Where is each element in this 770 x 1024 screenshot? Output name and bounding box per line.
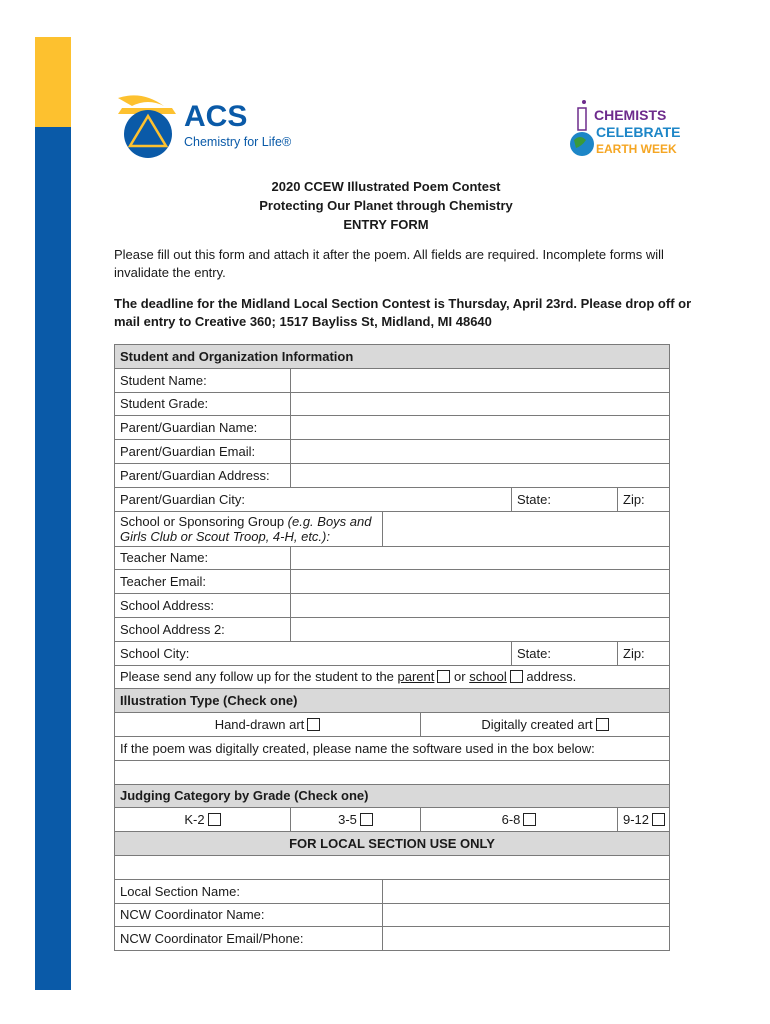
followup-or: or bbox=[450, 669, 470, 685]
school-address-field[interactable] bbox=[291, 594, 670, 618]
teacher-email-label: Teacher Email: bbox=[115, 570, 291, 594]
grade-9-12-label: 9-12 bbox=[623, 812, 650, 828]
parent-state-label: State: bbox=[517, 491, 551, 507]
local-name-field[interactable] bbox=[383, 879, 670, 903]
grade-k2-checkbox[interactable] bbox=[208, 813, 221, 826]
parent-name-field[interactable] bbox=[291, 416, 670, 440]
teacher-name-label: Teacher Name: bbox=[115, 546, 291, 570]
parent-zip-label: Zip: bbox=[623, 491, 645, 507]
student-name-label: Student Name: bbox=[115, 368, 291, 392]
followup-prefix: Please send any follow up for the student to the bbox=[120, 669, 398, 685]
teacher-email-field[interactable] bbox=[291, 570, 670, 594]
parent-address-field[interactable] bbox=[291, 463, 670, 487]
digital-checkbox[interactable] bbox=[596, 718, 609, 731]
title-line-1: 2020 CCEW Illustrated Poem Contest bbox=[271, 179, 501, 194]
hand-drawn-label: Hand-drawn art bbox=[214, 717, 305, 733]
parent-zip-field[interactable] bbox=[618, 487, 670, 511]
accent-bar-blue bbox=[35, 127, 71, 990]
school-state-label: State: bbox=[517, 645, 551, 661]
judging-section-header: Judging Category by Grade (Check one) bbox=[115, 784, 670, 808]
school-city-field[interactable] bbox=[115, 641, 512, 665]
coord-contact-field[interactable] bbox=[383, 927, 670, 951]
parent-city-field[interactable] bbox=[115, 487, 512, 511]
grade-9-12-checkbox[interactable] bbox=[652, 813, 665, 826]
illustration-section-header: Illustration Type (Check one) bbox=[115, 689, 670, 713]
grade-k2-label: K-2 bbox=[184, 812, 205, 828]
local-section-header: FOR LOCAL SECTION USE ONLY bbox=[115, 832, 670, 856]
grade-3-5-label: 3-5 bbox=[338, 812, 357, 828]
grade-k2-option[interactable] bbox=[115, 808, 291, 832]
ccew-logo bbox=[562, 96, 682, 162]
local-blank-row bbox=[115, 855, 670, 879]
hand-drawn-option[interactable] bbox=[115, 713, 421, 737]
ccew-flask-icon bbox=[578, 108, 586, 130]
school-address-label: School Address: bbox=[115, 594, 291, 618]
software-prompt: If the poem was digitally created, please name the software used in the box below: bbox=[115, 736, 670, 760]
student-grade-label: Student Grade: bbox=[115, 392, 291, 416]
followup-row bbox=[115, 665, 670, 689]
school-checkbox[interactable] bbox=[510, 670, 523, 683]
acs-logo-tagline: Chemistry for Life® bbox=[184, 135, 292, 149]
local-name-label: Local Section Name: bbox=[115, 879, 383, 903]
student-grade-field[interactable] bbox=[291, 392, 670, 416]
parent-email-field[interactable] bbox=[291, 440, 670, 464]
ccew-line2: CELEBRATE bbox=[596, 124, 681, 140]
deadline-text: The deadline for the Midland Local Section Contest is Thursday, April 23rd. Please drop off or mail entry to Creative 360; 1517 Bayliss St, Midland, MI 48640 bbox=[114, 296, 692, 329]
school-group-example: (e.g. Boys and Girls Club or Scout Troop, 4-H, etc.): bbox=[120, 513, 372, 544]
followup-parent-label: parent bbox=[397, 669, 435, 685]
school-city-label: School City: bbox=[120, 645, 190, 661]
coord-contact-label: NCW Coordinator Email/Phone: bbox=[115, 927, 383, 951]
form-title bbox=[114, 177, 658, 234]
school-group-field[interactable] bbox=[383, 511, 670, 546]
intro-text: Please fill out this form and attach it after the poem. All fields are required. Incomplete forms will invalidate the entry. bbox=[114, 247, 664, 280]
school-group-label-text: School or Sponsoring Group bbox=[120, 513, 288, 529]
grade-3-5-option[interactable] bbox=[291, 808, 421, 832]
school-address2-field[interactable] bbox=[291, 617, 670, 641]
student-section-header: Student and Organization Information bbox=[115, 345, 670, 369]
coord-name-label: NCW Coordinator Name: bbox=[115, 903, 383, 927]
parent-email-label: Parent/Guardian Email: bbox=[115, 440, 291, 464]
entry-form-table bbox=[114, 344, 670, 951]
grade-3-5-checkbox[interactable] bbox=[360, 813, 373, 826]
parent-address-label: Parent/Guardian Address: bbox=[115, 463, 291, 487]
ccew-line1: CHEMISTS bbox=[594, 107, 667, 123]
teacher-name-field[interactable] bbox=[291, 546, 670, 570]
grade-6-8-checkbox[interactable] bbox=[523, 813, 536, 826]
hand-drawn-checkbox[interactable] bbox=[307, 718, 320, 731]
student-name-field[interactable] bbox=[291, 368, 670, 392]
parent-state-field[interactable] bbox=[512, 487, 618, 511]
coord-name-field[interactable] bbox=[383, 903, 670, 927]
acs-logo-name: ACS bbox=[184, 100, 248, 133]
logo-flame-shape bbox=[118, 95, 164, 106]
grade-6-8-label: 6-8 bbox=[501, 812, 521, 828]
acs-logo bbox=[112, 92, 312, 162]
school-address2-label: School Address 2: bbox=[115, 617, 291, 641]
digital-label: Digitally created art bbox=[481, 717, 593, 733]
school-group-label bbox=[115, 511, 383, 546]
title-line-3: ENTRY FORM bbox=[343, 217, 429, 232]
followup-suffix: address. bbox=[522, 669, 577, 685]
grade-9-12-option[interactable] bbox=[618, 808, 670, 832]
ccew-line3: EARTH WEEK bbox=[596, 142, 677, 156]
school-zip-label: Zip: bbox=[623, 645, 645, 661]
parent-city-label: Parent/Guardian City: bbox=[120, 491, 246, 507]
title-line-2: Protecting Our Planet through Chemistry bbox=[259, 198, 513, 213]
digital-option[interactable] bbox=[421, 713, 670, 737]
accent-bar-yellow bbox=[35, 37, 71, 127]
school-state-field[interactable] bbox=[512, 641, 618, 665]
software-field[interactable] bbox=[115, 760, 670, 784]
followup-school-label: school bbox=[469, 669, 507, 685]
parent-name-label: Parent/Guardian Name: bbox=[115, 416, 291, 440]
parent-checkbox[interactable] bbox=[437, 670, 450, 683]
school-zip-field[interactable] bbox=[618, 641, 670, 665]
grade-6-8-option[interactable] bbox=[421, 808, 618, 832]
ccew-bubble-icon bbox=[582, 100, 586, 104]
